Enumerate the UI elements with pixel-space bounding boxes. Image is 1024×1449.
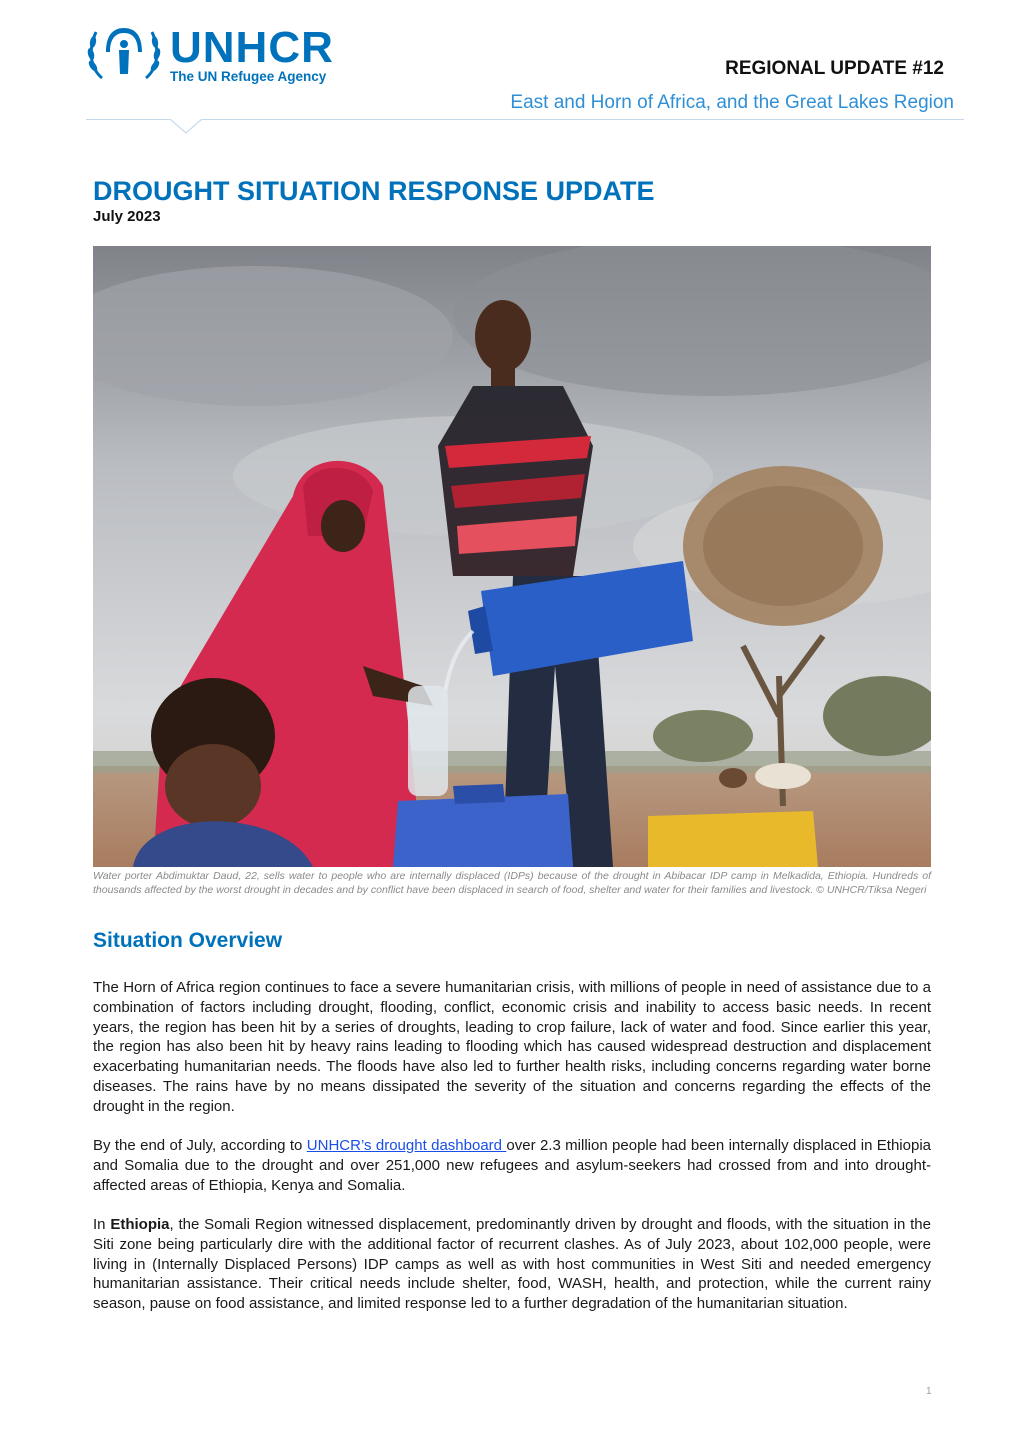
divider-notch-icon — [170, 119, 202, 135]
region-subtitle: East and Horn of Africa, and the Great Lakes Region — [510, 92, 954, 113]
paragraph-overview: The Horn of Africa region continues to face a severe humanitarian crisis, with millions of people in need of assistance due to a combination of factors including drought, flooding, conflict, economic crisis and inability to access basic needs. In recent years, the region has been hit by a series of droughts, leading to crop failure, lack of water and food. Since earlier this year, the region has also been hit by heavy rains leading to flooding which has caused widespread destruction and displacement exacerbating humanitarian needs. The floods have also led to further health risks, including concerns regarding water borne diseases. The rains have by no means dissipated the severity of the situation and concerns regarding the effects of the drought in the region. — [93, 979, 931, 1115]
unhcr-logo — [86, 22, 356, 88]
regional-update-number: REGIONAL UPDATE #12 — [725, 58, 944, 79]
paragraph-ethiopia — [93, 1215, 931, 1314]
paragraph-dashboard — [93, 1136, 931, 1195]
brand-tagline: The UN Refugee Agency — [170, 69, 327, 84]
p2-text-before: By the end of July, according to — [93, 1137, 307, 1154]
document-date: July 2023 — [93, 208, 161, 225]
drought-dashboard-link[interactable]: UNHCR’s drought dashboard — [306, 1137, 507, 1154]
cover-photo — [93, 246, 931, 867]
brand-name: UNHCR — [170, 23, 334, 72]
p3-text-before: In — [93, 1216, 111, 1233]
section-heading: Situation Overview — [93, 929, 283, 952]
photo-caption: Water porter Abdimuktar Daud, 22, sells water to people who are internally displaced (IDPs) because of the drought in Abibacar IDP camp in Melkadida, Ethiopia. Hundreds of thousands affected by the worst drought in decades and by conflict have been displaced in search of food, shelter and water for their families and livestock. © UNHCR/Tiksa Negeri — [93, 870, 931, 896]
document-title: DROUGHT SITUATION RESPONSE UPDATE — [93, 176, 655, 206]
page-number: 1 — [926, 1386, 932, 1397]
unhcr-emblem-icon — [86, 22, 162, 84]
p3-ethiopia-bold: Ethiopia — [110, 1216, 170, 1233]
p3-text-after: , the Somali Region witnessed displacement, predominantly driven by drought and floods, with the situation in the Siti zone being particularly dire with the additional factor of recurrent clashes. As of July 2023, about 102,000 people, were living in (Internally Displaced Persons) IDP camps as well as with host communities in West Siti and needed emergency humanitarian assistance. Their critical needs include shelter, food, WASH, health, and protection, while the current rainy season, pause on food assistance, and limited response led to a further degradation of the humanitarian situation. — [93, 1216, 931, 1313]
p2-text-after: over 2.3 million people had been internally displaced in Ethiopia and Somalia due to the drought and over 251,000 new refugees and asylum-seekers had crossed from and into drought-affected areas of Ethiopia, Kenya and Somalia. — [93, 1137, 932, 1194]
header-divider — [86, 119, 964, 120]
